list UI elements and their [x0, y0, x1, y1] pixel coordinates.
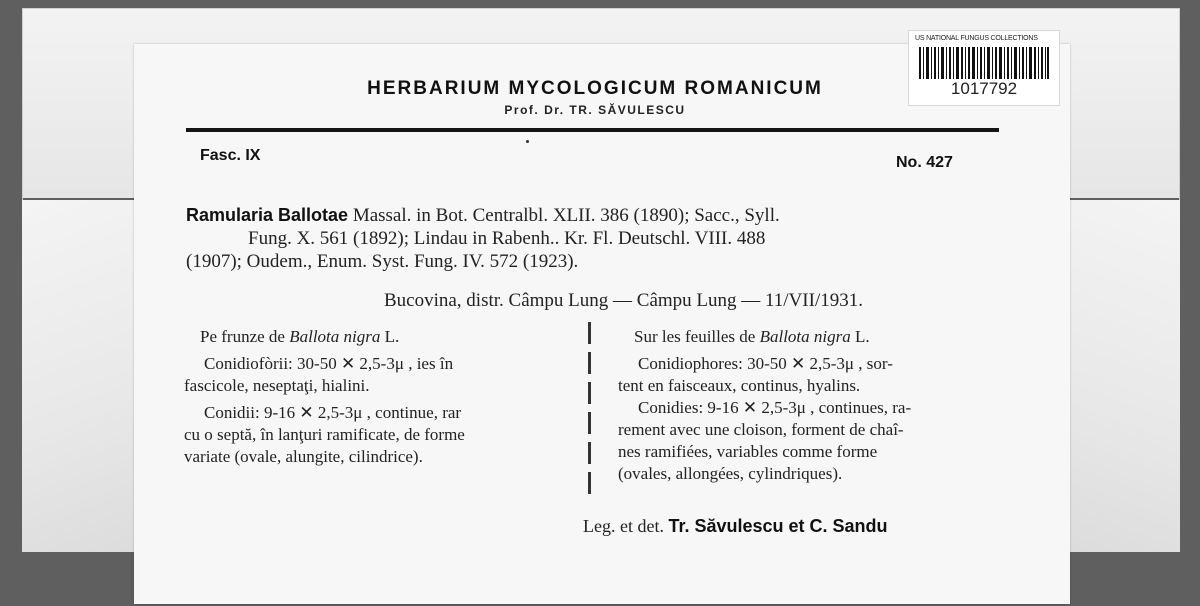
collector-names: Tr. Săvulescu et C. Sandu [668, 516, 888, 536]
barcode-collection-name: US NATIONAL FUNGUS COLLECTIONS [915, 35, 1038, 42]
collector-prefix: Leg. et det. [583, 516, 669, 536]
herbarium-title: HERBARIUM MYCOLOGICUM ROMANICUM [367, 78, 823, 99]
conidia-fr-line-4: (ovales, allongées, cylindriques). [618, 464, 843, 483]
fascicle-number: Fasc. IX [200, 147, 261, 164]
conidiophores-fr-line-2: tent en faisceaux, continus, hyalins. [618, 376, 861, 395]
host-prefix-ro: Pe frunze de [200, 327, 290, 346]
description-romanian [184, 326, 566, 473]
ink-dot [526, 140, 529, 143]
conidia-fr-line-1: Conidies: 9-16 ✕ 2,5-3μ , continues, ra- [638, 398, 912, 417]
species-name: Ramularia Ballotae [186, 205, 349, 225]
conidia-fr-line-3: nes ramifiées, variables comme forme [618, 442, 878, 461]
description-french [618, 326, 1000, 490]
envelope-fold-left [22, 200, 134, 552]
citation-line-3: (1907); Oudem., Enum. Syst. Fung. IV. 572 (1923). [186, 251, 579, 272]
species-citation [186, 204, 1001, 273]
header-rule [186, 128, 999, 132]
conidiophores-ro-line-1: Conidiofòrii: 30-50 ✕ 2,5-3μ , ies în [204, 354, 454, 373]
conidiophores-ro-line-2: fascicole, neseptaţi, hialini. [184, 376, 370, 395]
barcode-number: 1017792 [950, 79, 1018, 98]
host-name-fr: Ballota nigra [759, 327, 851, 346]
herbarium-subtitle: Prof. Dr. TR. SĂVULESCU [504, 103, 686, 117]
column-divider [588, 322, 591, 498]
barcode-icon [919, 47, 1049, 79]
collector-line [583, 516, 888, 537]
envelope-fold-right [1070, 200, 1180, 552]
host-name-ro: Ballota nigra [289, 327, 381, 346]
citation-line-2: Fung. X. 561 (1892); Lindau in Rabenh.. Kr. Fl. Deutschl. VIII. 488 [248, 228, 766, 249]
specimen-number: No. 427 [896, 154, 953, 171]
host-suffix-ro: L. [380, 327, 400, 346]
collection-locality: Bucovina, distr. Câmpu Lung — Câmpu Lung — 11/VII/1931. [383, 290, 863, 311]
conidia-ro-line-3: variate (ovale, alungite, cilindrice). [184, 447, 423, 466]
host-prefix-fr: Sur les feuilles de [634, 327, 760, 346]
barcode-label [908, 30, 1060, 106]
host-suffix-fr: L. [850, 327, 870, 346]
conidiophores-fr-line-1: Conidiophores: 30-50 ✕ 2,5-3μ , sor- [638, 354, 893, 373]
conidia-ro-line-2: cu o septă, în lanţuri ramificate, de forme [184, 425, 465, 444]
conidia-ro-line-1: Conidii: 9-16 ✕ 2,5-3μ , continue, rar [204, 403, 462, 422]
conidia-fr-line-2: rement avec une cloison, forment de chaî- [618, 420, 904, 439]
citation-line-1: Massal. in Bot. Centralbl. XLII. 386 (1890); Sacc., Syll. [348, 205, 780, 226]
